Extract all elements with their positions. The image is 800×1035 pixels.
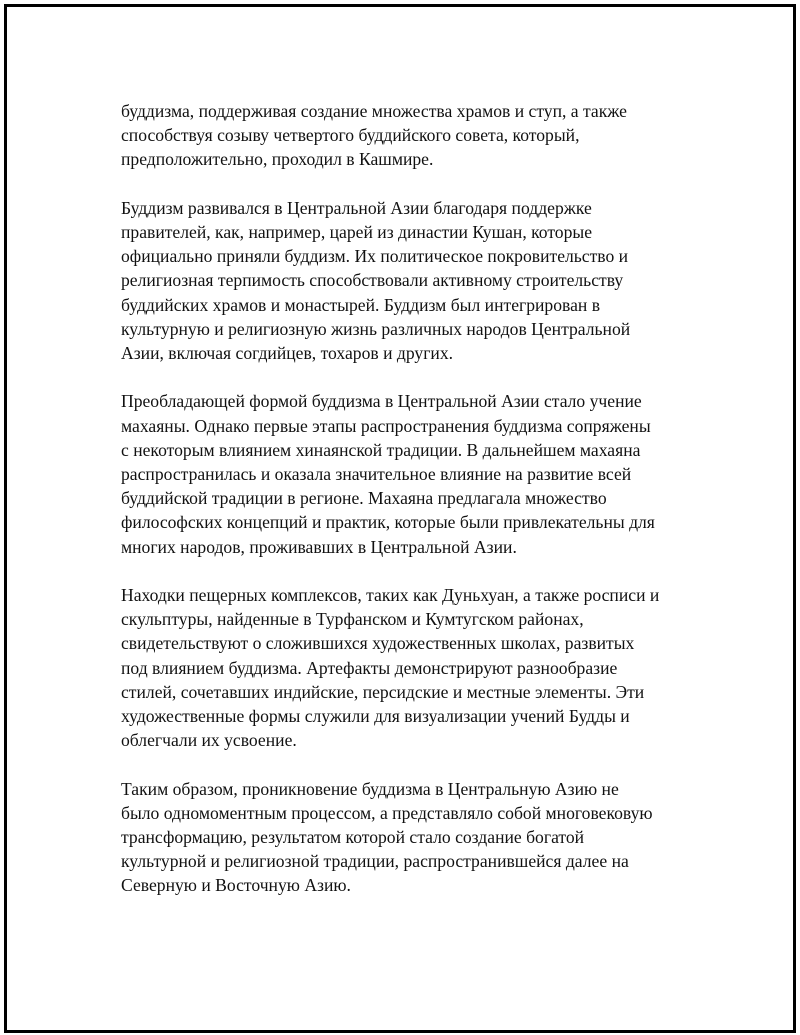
text-line: Преобладающей формой буддизма в Центральной Азии стало учение [121, 391, 642, 412]
text-line: Северную и Восточную Азию. [121, 875, 351, 896]
document-body [121, 99, 701, 922]
paragraph-1 [121, 99, 701, 172]
text-line: свидетельствуют о сложившихся художественных школах, развитых [121, 633, 635, 654]
text-line: культурной и религиозной традиции, распространившейся далее на [121, 851, 629, 872]
text-line: было одномоментным процессом, а представляло собой многовековую [121, 802, 653, 823]
text-line: трансформацию, результатом которой стало создание богатой [121, 827, 585, 848]
paragraph-2 [121, 196, 701, 365]
text-line: способствуя созыву четвертого буддийского совета, который, [121, 125, 580, 146]
text-line: Таким образом, проникновение буддизма в Центральную Азию не [121, 778, 619, 799]
text-line: философских концепций и практик, которые были привлекательны для [121, 512, 655, 533]
text-line: многих народов, проживавших в Центральной Азии. [121, 536, 517, 557]
text-line: буддийских храмов и монастырей. Буддизм был интегрирован в [121, 294, 601, 315]
text-line: с некоторым влиянием хинаянской традиции. В дальнейшем махаяна [121, 439, 641, 460]
text-line: художественные формы служили для визуализации учений Будды и [121, 706, 630, 727]
text-line: распространилась и оказала значительное влияние на развитие всей [121, 464, 632, 485]
text-line: скульптуры, найденные в Турфанском и Кумтугском районах, [121, 609, 584, 630]
text-line: облегчали их усвоение. [121, 730, 297, 751]
text-line: официально приняли буддизм. Их политическое покровительство и [121, 246, 629, 267]
text-line: Азии, включая согдийцев, тохаров и других. [121, 343, 454, 364]
text-line: Буддизм развивался в Центральной Азии благодаря поддержке [121, 197, 592, 218]
text-line: религиозная терпимость способствовали активному строительству [121, 270, 624, 291]
text-line: буддизма, поддерживая создание множества храмов и ступ, а также [121, 101, 627, 121]
text-line: культурную и религиозную жизнь различных народов Центральной [121, 318, 631, 339]
text-line: предположительно, проходил в Кашмире. [121, 149, 434, 170]
text-line: буддийской традиции в регионе. Махаяна предлагала множество [121, 488, 607, 509]
paragraph-4 [121, 583, 701, 752]
text-line: Находки пещерных комплексов, таких как Дуньхуан, а также росписи и [121, 585, 660, 606]
text-line: правителей, как, например, царей из династии Кушан, которые [121, 222, 593, 242]
page-frame [4, 4, 796, 1033]
text-line: под влиянием буддизма. Артефакты демонстрируют разнообразие [121, 657, 618, 678]
paragraph-5 [121, 777, 701, 898]
text-line: стилей, сочетавших индийские, персидские и местные элементы. Эти [121, 681, 645, 702]
paragraph-3 [121, 389, 701, 558]
text-line: махаяны. Однако первые этапы распространения буддизма сопряжены [121, 415, 651, 436]
